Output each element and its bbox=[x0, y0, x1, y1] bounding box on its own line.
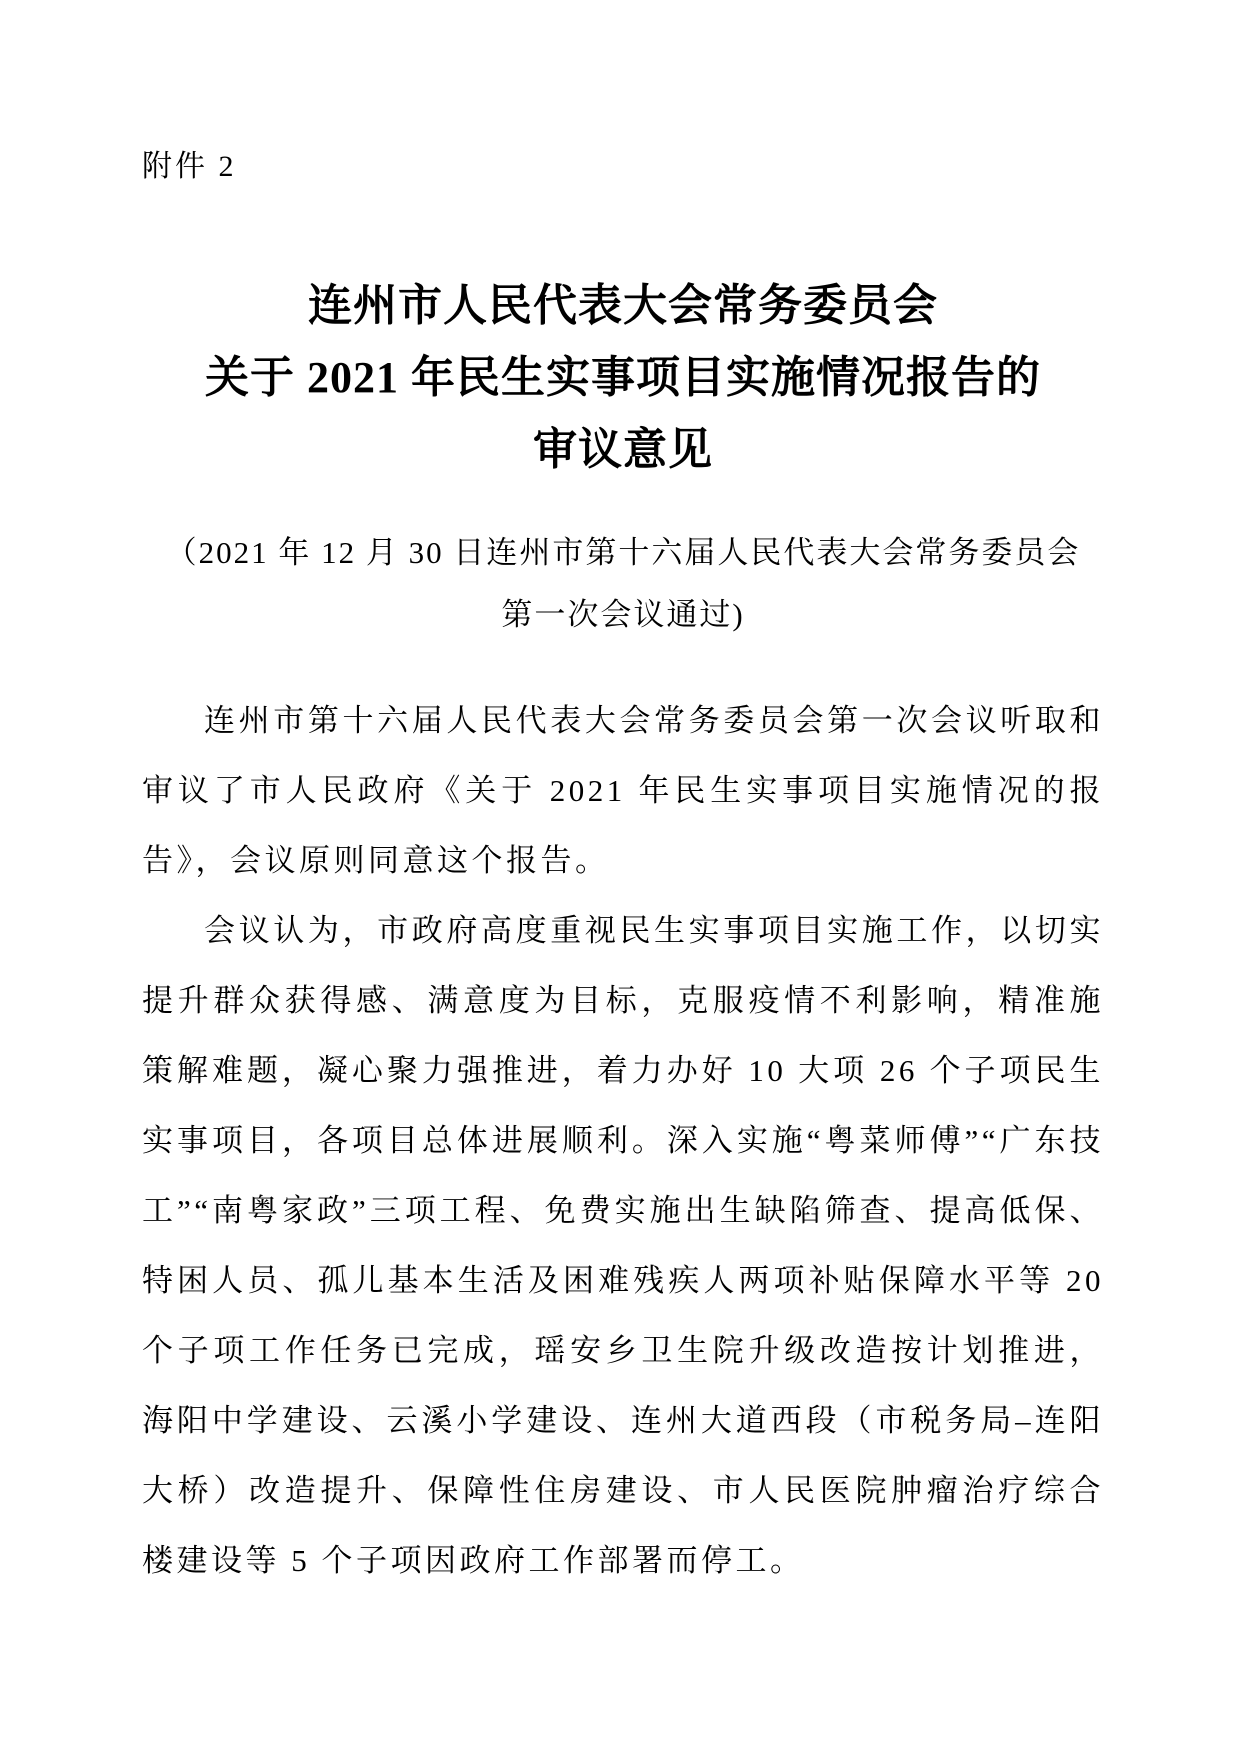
document-subtitle-line-1: （2021 年 12 月 30 日连州市第十六届人民代表大会常务委员会 bbox=[165, 535, 1081, 570]
document-subtitle-line-2: 第一次会议通过) bbox=[501, 597, 745, 632]
document-body bbox=[142, 686, 1104, 1596]
body-paragraph: 连州市第十六届人民代表大会常务委员会第一次会议听取和审议了市人民政府《关于 2021 年民生实事项目实施情况的报告》，会议原则同意这个报告。 bbox=[142, 703, 1104, 878]
document-title bbox=[142, 270, 1104, 486]
document-subtitle bbox=[142, 522, 1104, 646]
body-paragraph: 会议认为，市政府高度重视民生实事项目实施工作，以切实提升群众获得感、满意度为目标，克服疫情不利影响，精准施策解难题，凝心聚力强推进，着力办好 10 大项 26 个子项民生实事项目，各项目总体进展顺利。深入实施“粤菜师傅”“广东技工”“南粤家政”三项工程、免费实施出生缺陷筛查、提高低保、特困人员、孤儿基本生活及困难残疾人两项补贴保障水平等 20 个子项工作任务已完成，瑶安乡卫生院升级改造按计划推进，海阳中学建设、云溪小学建设、连州大道西段（市税务局–连阳大桥）改造提升、保障性住房建设、市人民医院肿瘤治疗综合楼建设等 5 个子项因政府工作部署而停工。 bbox=[142, 913, 1104, 1578]
document-title-line-2: 关于 2021 年民生实事项目实施情况报告的 bbox=[205, 353, 1041, 402]
document-title-line-3: 审议意见 bbox=[533, 425, 713, 474]
attachment-label: 附件 2 bbox=[142, 150, 237, 183]
document-title-line-1: 连州市人民代表大会常务委员会 bbox=[308, 281, 938, 330]
